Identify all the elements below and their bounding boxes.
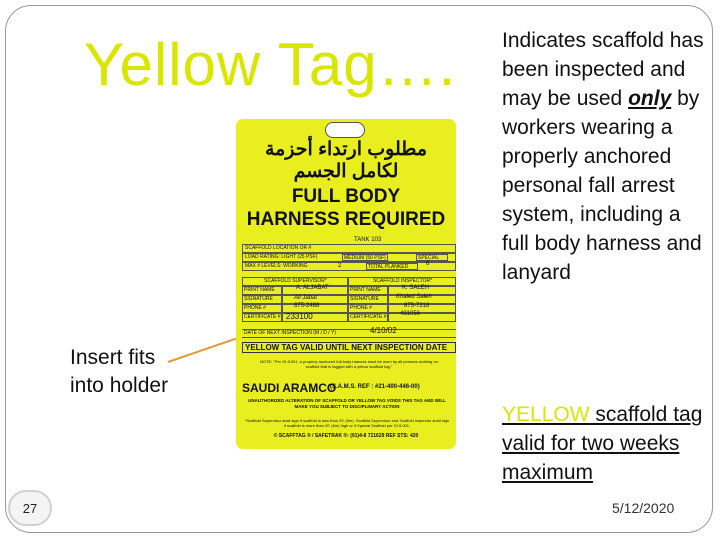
ins-certificate-box [388,313,456,322]
description-emphasis: only [628,87,672,110]
total-planked-label: TOTAL PLANKED [368,264,409,270]
slide-number: 27 [8,490,52,526]
special-label: SPECIAL [418,255,440,261]
supervisor-header [242,277,348,286]
tag-footer: © SCAFFTAG ® / SAFETRAK ®: (01)4-8 721629 REF STS: 420 [273,433,419,439]
supervisor-signature: Ali Jabat [294,295,318,301]
ins-print-name-label: PRINT NAME [350,287,381,293]
medium-label: MEDIUM (50 PSF) [344,255,386,261]
inspector-phone: 875-7218 [404,303,430,309]
levels-row [242,262,456,271]
levels-label: MAX # LEVELS: WORKING [245,263,308,269]
inspector-header-label: SCAFFOLD INSPECTOR* [372,278,433,284]
load-label: LOAD RATING: LIGHT (25 PSF) [245,254,318,260]
sup-signature-label: SIGNATURE [244,296,273,302]
tag-arabic-title [236,139,456,183]
title-line-2: HARNESS REQUIRED [246,209,446,230]
brand-name: SAUDI ARAMCO [242,381,337,395]
ins-signature-label-box [348,295,388,304]
medium-box [342,254,388,261]
levels-value: 2 [338,263,342,269]
special-box [416,254,448,261]
date-row [242,329,456,338]
location-row [242,244,456,253]
description-before: Indicates scaffold has been inspected and may be used [502,29,704,110]
slide-title: Yellow Tag…. [84,31,457,98]
supervisor-header-label: SCAFFOLD SUPERVISOR* [264,278,327,284]
inspector-signature: Khaled Saleh [396,294,432,300]
supervisor-name: A. ALJABAT [296,285,329,291]
validity-text: scaffold tag valid for two weeks maximum [502,403,703,484]
sup-certificate-label-box [242,313,282,322]
inspector-name: K. SALEH [402,285,430,291]
title-line-1: FULL BODY [291,186,401,207]
sup-phone-label: PHONE # [244,305,266,311]
sup-signature-label-box [242,295,282,304]
warning-text: UNAUTHORIZED ALTERATION OF SCAFFOLD OR YELLOW TAG VOIDS THIS TAG AND WILL MAKE YOU SUBJECT TO DISCIPLINARY ACTION [248,398,446,409]
sup-certificate-label: CERTIFICATE # [244,314,281,320]
supervisor-certificate: 233100 [286,312,313,321]
sup-print-name-label-box [242,286,282,295]
fine-print: *Scaffold Supervisor shall sign if scaffold is less than 20' (6m). Scaffold Supervisor and Scaffold Inspector shall sign if scaffold is more than 20' (6m) high or if Special Scaffold per GI 8.001. [244,418,450,428]
supervisor-phone: 875-2488 [294,303,320,309]
inspection-date: 4/10/02 [370,326,397,335]
valid-until-banner: YELLOW TAG VALID UNTIL NEXT INSPECTION DATE [242,342,456,353]
tag-main-title [236,185,456,231]
total-planked-box [366,263,418,270]
planked-value: 6 [426,261,430,267]
ins-phone-label: PHONE # [350,305,372,311]
location-label: SCAFFOLD LOCATION OR # [245,245,312,251]
date-label: DATE OF NEXT INSPECTION (M / D / Y) [244,330,336,336]
arabic-line-1: مطلوب ارتداء أحزمة [264,139,428,160]
tag-number: TANK 103 [354,237,382,243]
sup-print-name-label: PRINT NAME [244,287,275,293]
ins-signature-label: SIGNATURE [350,296,379,302]
description-after: by workers wearing a properly anchored personal fall arrest system, including a full body harness and lanyard [502,87,702,284]
slide-date: 5/12/2020 [612,500,675,516]
ins-certificate-label: CERTIFICATE # [350,314,387,320]
ins-phone-label-box [348,304,388,313]
arabic-line-2: لكامل الجسم [293,161,399,182]
ins-print-name-label-box [348,286,388,295]
reference-number: (S.A.M.S. REF : #21-400-446-00) [330,384,420,390]
sup-phone-label-box [242,304,282,313]
yellow-scaffold-tag [236,119,456,449]
ins-certificate-label-box [348,313,388,322]
insert-note: Insert fits into holder [70,346,169,397]
tag-note: NOTE: "Per GI 8.001, a properly anchored full body harness must be worn by all persons working on scaffold that is tagged with a yellow scaffold tag." [260,359,438,369]
tag-hole [325,122,365,138]
inspector-certificate: 431056 [400,311,421,317]
yellow-keyword: YELLOW [502,403,590,426]
